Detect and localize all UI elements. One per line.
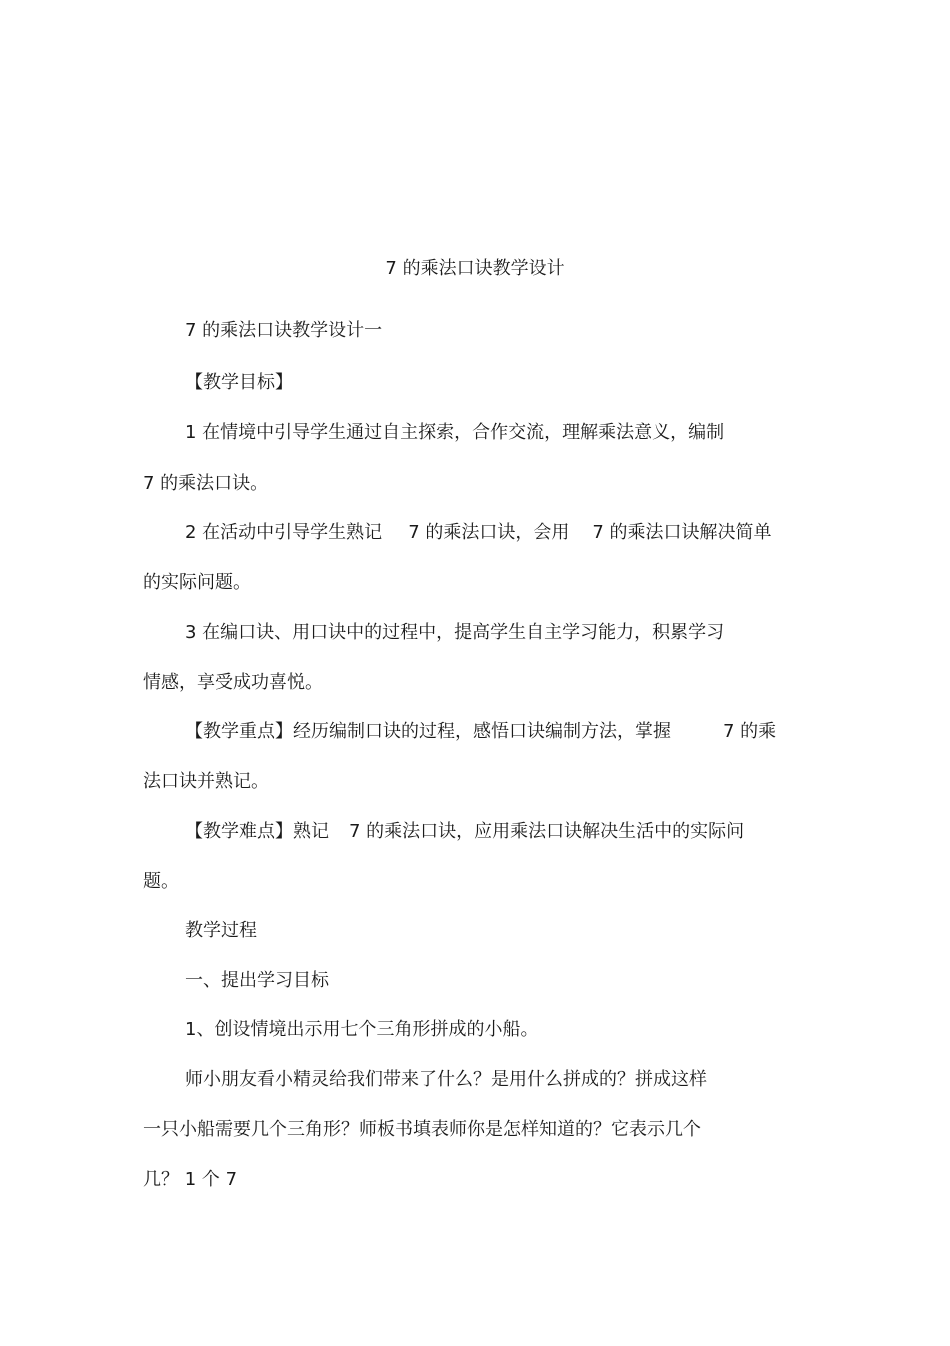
document-title: 7 的乘法口诀教学设计 (385, 258, 565, 279)
paragraph-line3: 几？ 1 个 7 (143, 1169, 238, 1190)
section1-heading: 一、提出学习目标 (185, 970, 329, 991)
difficulty-line1 (185, 821, 744, 843)
key-points-segment-a: 【教学重点】经历编制口诀的过程，感悟口诀编制方法，掌握 (185, 721, 671, 742)
difficulty-line2: 题。 (143, 871, 179, 892)
goal3-line1: 3 在编口诀、用口诀中的过程中，提高学生自主学习能力，积累学习 (185, 622, 725, 643)
goal2-line1 (185, 522, 772, 544)
step1: 1、创设情境出示用七个三角形拼成的小船。 (185, 1019, 539, 1040)
goal2-line2: 的实际问题。 (143, 572, 251, 593)
goal2-segment-c: 7 的乘法口诀解决简单 (592, 522, 772, 543)
goal1-line2: 7 的乘法口诀。 (143, 473, 269, 494)
difficulty-segment-b: 7 的乘法口诀，应用乘法口诀解决生活中的实际问 (349, 821, 745, 842)
paragraph-line1: 师小朋友看小精灵给我们带来了什么？是用什么拼成的？拼成这样 (185, 1069, 707, 1090)
key-points-segment-b: 7 的乘 (723, 721, 777, 742)
goal3-line2: 情感，享受成功喜悦。 (143, 672, 323, 693)
paragraph-line2: 一只小船需要几个三角形？师板书填表师你是怎样知道的？它表示几个 (143, 1119, 701, 1140)
goal2-segment-a: 2 在活动中引导学生熟记 (185, 522, 383, 543)
goals-heading: 【教学目标】 (185, 372, 293, 393)
key-points-line1 (185, 721, 776, 743)
difficulty-segment-a: 【教学难点】熟记 (185, 821, 329, 842)
goal2-segment-b: 7 的乘法口诀，会用 (408, 522, 570, 543)
document-subtitle: 7 的乘法口诀教学设计一 (185, 320, 383, 341)
process-heading: 教学过程 (185, 920, 257, 941)
key-points-line2: 法口诀并熟记。 (143, 771, 269, 792)
goal1-line1: 1 在情境中引导学生通过自主探索，合作交流，理解乘法意义，编制 (185, 422, 725, 443)
